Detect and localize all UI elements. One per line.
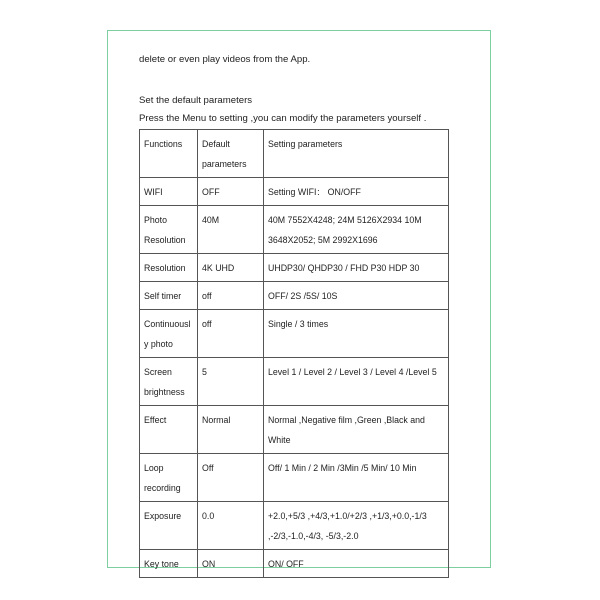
parameters-table (139, 129, 449, 578)
table-row (140, 206, 449, 254)
cell-default: Off (198, 454, 264, 502)
cell-setting: Setting WIFI： ON/OFF (264, 178, 449, 206)
cell-default: off (198, 282, 264, 310)
cell-function: Key tone (140, 550, 198, 578)
table-row (140, 550, 449, 578)
header-functions: Functions (140, 130, 198, 178)
header-setting: Setting parameters (264, 130, 449, 178)
cell-setting: ON/ OFF (264, 550, 449, 578)
cell-function: WIFI (140, 178, 198, 206)
cell-function: Effect (140, 406, 198, 454)
cell-setting: Normal ,Negative film ,Green ,Black and White (264, 406, 449, 454)
table-row (140, 254, 449, 282)
cell-default: 4K UHD (198, 254, 264, 282)
cell-function: Photo Resolution (140, 206, 198, 254)
cell-default: 5 (198, 358, 264, 406)
cell-setting: Off/ 1 Min / 2 Min /3Min /5 Min/ 10 Min (264, 454, 449, 502)
table-row (140, 178, 449, 206)
table-row (140, 502, 449, 550)
cell-setting: +2.0,+5/3 ,+4/3,+1.0/+2/3 ,+1/3,+0.0,-1/3 ,-2/3,-1.0,-4/3, -5/3,-2.0 (264, 502, 449, 550)
cell-setting: UHDP30/ QHDP30 / FHD P30 HDP 30 (264, 254, 449, 282)
table-header-row (140, 130, 449, 178)
intro-text: delete or even play videos from the App. (139, 54, 311, 65)
cell-setting: Level 1 / Level 2 / Level 3 / Level 4 /Level 5 (264, 358, 449, 406)
cell-default: ON (198, 550, 264, 578)
cell-function: Exposure (140, 502, 198, 550)
section-heading: Set the default parameters (139, 95, 253, 106)
cell-default: off (198, 310, 264, 358)
cell-function: Self timer (140, 282, 198, 310)
cell-default: 40M (198, 206, 264, 254)
header-default: Default parameters (198, 130, 264, 178)
cell-default: OFF (198, 178, 264, 206)
cell-default: Normal (198, 406, 264, 454)
cell-function: Continuously photo (140, 310, 198, 358)
cell-function: Screen brightness (140, 358, 198, 406)
cell-function: Resolution (140, 254, 198, 282)
table-row (140, 310, 449, 358)
cell-setting: Single / 3 times (264, 310, 449, 358)
table-row (140, 282, 449, 310)
table-row (140, 454, 449, 502)
cell-setting: 40M 7552X4248; 24M 5126X2934 10M 3648X2052; 5M 2992X1696 (264, 206, 449, 254)
cell-default: 0.0 (198, 502, 264, 550)
instruction-text: Press the Menu to setting ,you can modify the parameters yourself . (139, 113, 427, 124)
cell-setting: OFF/ 2S /5S/ 10S (264, 282, 449, 310)
cell-function: Loop recording (140, 454, 198, 502)
table-row (140, 358, 449, 406)
table-row (140, 406, 449, 454)
